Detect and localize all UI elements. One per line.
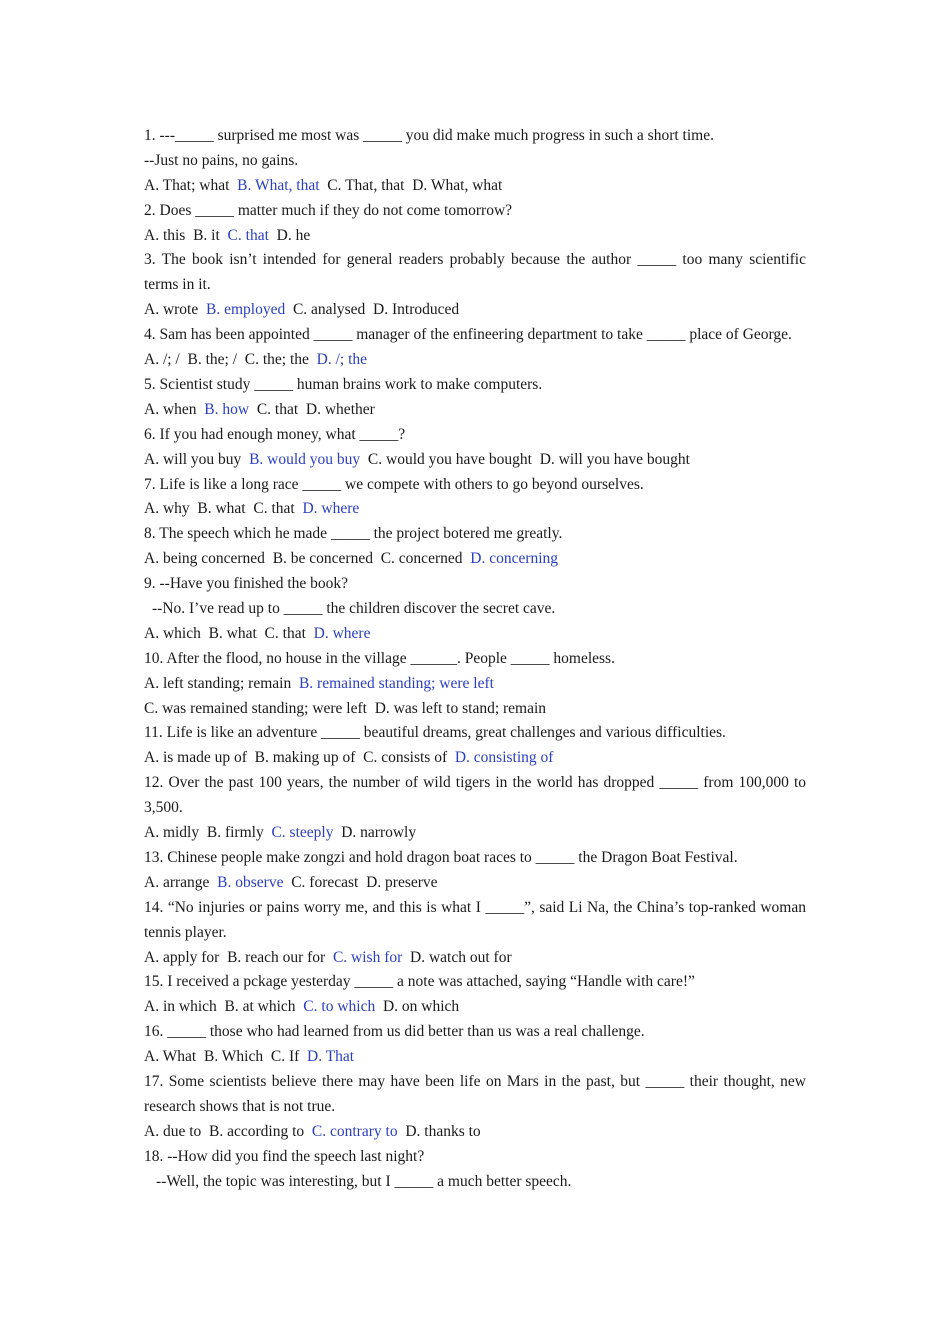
answer-option: C. to which <box>303 998 376 1016</box>
answer-option: B. What, that <box>237 176 320 194</box>
question-text: 9. --Have you finished the book? <box>144 575 349 593</box>
options-line <box>144 348 806 373</box>
option: A. when <box>144 400 197 418</box>
question-text: 2. Does _____ matter much if they do not come tomorrow? <box>144 201 513 219</box>
option: B. what <box>197 500 246 518</box>
option: C. was remained standing; were left <box>144 699 367 717</box>
option: B. firmly <box>206 824 264 842</box>
option: B. what <box>208 624 257 642</box>
answer-option: D. where <box>313 624 371 642</box>
option: A. wrote <box>144 301 199 319</box>
option: A. will you buy <box>144 450 242 468</box>
options-line <box>144 821 806 846</box>
question-text: 10. After the flood, no house in the village ______. People _____ homeless. <box>144 649 615 667</box>
question-text: 1. ---_____ surprised me most was _____ you did make much progress in such a short time. <box>144 127 714 144</box>
option: C. would you have bought <box>367 450 532 468</box>
option: A. That; what <box>144 176 230 194</box>
option: A. left standing; remain <box>144 674 292 692</box>
option: C. concerned <box>380 550 463 568</box>
question-text: 14. “No injuries or pains worry me, and this is what I _____”, said Li Na, the China’s top-ranked woman tennis player. <box>144 898 806 941</box>
option: B. it <box>193 226 220 244</box>
question-text: 15. I received a pckage yesterday _____ a note was attached, saying “Handle with care!” <box>144 973 695 991</box>
option: D. he <box>276 226 311 244</box>
options-line <box>144 497 806 522</box>
question-text: --Well, the topic was interesting, but I _____ a much better speech. <box>156 1172 572 1190</box>
question-text: 16. _____ those who had learned from us did better than us was a real challenge. <box>144 1023 645 1041</box>
options-line <box>144 224 806 249</box>
option: D. Introduced <box>373 301 460 319</box>
question-text: 13. Chinese people make zongzi and hold dragon boat races to _____ the Dragon Boat Festival. <box>144 848 738 866</box>
question-text: 6. If you had enough money, what _____? <box>144 425 406 443</box>
option: C. consists of <box>363 749 448 767</box>
options-line <box>144 174 806 199</box>
option: A. is made up of <box>144 749 247 767</box>
question-text: 7. Life is like a long race _____ we compete with others to go beyond ourselves. <box>144 475 644 493</box>
option: C. If <box>270 1048 300 1066</box>
options-line <box>144 298 806 323</box>
option: A. apply for <box>144 948 220 966</box>
options-line <box>144 871 806 896</box>
answer-option: B. observe <box>217 873 284 891</box>
option: D. will you have bought <box>539 450 690 468</box>
options-line <box>144 1120 806 1145</box>
option: B. the; / <box>187 351 238 369</box>
options-line <box>144 398 806 423</box>
question-text: 12. Over the past 100 years, the number of wild tigers in the world has dropped _____ from 100,000 to 3,500. <box>144 774 806 817</box>
options-line <box>144 995 806 1020</box>
question-text: 5. Scientist study _____ human brains work to make computers. <box>144 375 543 393</box>
options-line <box>144 672 806 697</box>
options-line <box>144 1045 806 1070</box>
answer-option: B. would you buy <box>249 450 361 468</box>
option: C. forecast <box>291 873 359 891</box>
options-line <box>144 622 806 647</box>
answer-option: C. wish for <box>332 948 403 966</box>
option: A. this <box>144 226 186 244</box>
answer-option: C. contrary to <box>311 1122 398 1140</box>
option: A. which <box>144 624 201 642</box>
options-line <box>144 448 806 473</box>
option: B. reach our for <box>227 948 326 966</box>
option: C. that <box>256 400 299 418</box>
option: D. narrowly <box>341 824 417 842</box>
option: C. that <box>253 500 295 518</box>
option: A. arrange <box>144 873 210 891</box>
option: A. being concerned <box>144 550 265 568</box>
answer-option: D. concerning <box>470 550 559 568</box>
answer-option: C. steeply <box>271 824 334 842</box>
option: A. why <box>144 500 190 518</box>
question-text: 3. The book isn’t intended for general readers probably because the author _____ too many scientific terms in it. <box>144 251 806 294</box>
question-text: 17. Some scientists believe there may have been life on Mars in the past, but _____ their thought, new research shows that is not true. <box>144 1072 806 1115</box>
answer-option: D. consisting of <box>454 749 554 767</box>
option: A. in which <box>144 998 217 1016</box>
option: D. What, what <box>412 176 503 194</box>
question-text: 8. The speech which he made _____ the project botered me greatly. <box>144 525 563 543</box>
option: A. due to <box>144 1122 202 1140</box>
option: D. whether <box>305 400 375 418</box>
question-text: 11. Life is like an adventure _____ beautiful dreams, great challenges and various difficulties. <box>144 724 726 742</box>
question-text: 4. Sam has been appointed _____ manager of the enfineering department to take _____ place of George. <box>144 326 792 344</box>
option: C. that <box>264 624 306 642</box>
answer-option: B. employed <box>206 301 286 319</box>
option: D. watch out for <box>410 948 512 966</box>
options-line <box>144 746 806 771</box>
option: C. the; the <box>244 351 309 369</box>
option: B. at which <box>224 998 296 1016</box>
option: B. Which <box>203 1048 264 1066</box>
options-line <box>144 946 806 971</box>
option: A. /; / <box>144 351 180 369</box>
question-text: --No. I’ve read up to _____ the children discover the secret cave. <box>152 599 556 617</box>
question-text: --Just no pains, no gains. <box>144 151 299 169</box>
quiz-document <box>144 124 806 1194</box>
answer-option: D. /; the <box>316 351 368 369</box>
option: D. preserve <box>366 873 438 891</box>
option: D. on which <box>382 998 460 1016</box>
option: B. according to <box>209 1122 305 1140</box>
option: C. analysed <box>292 301 366 319</box>
option: B. making up of <box>254 749 356 767</box>
option: C. That, that <box>327 176 405 194</box>
option: A. midly <box>144 824 200 842</box>
options-line <box>144 547 806 572</box>
answer-option: B. how <box>204 400 250 418</box>
option: D. was left to stand; remain <box>374 699 547 717</box>
question-text: 18. --How did you find the speech last night? <box>144 1147 425 1165</box>
answer-option: B. remained standing; were left <box>298 674 494 692</box>
option: D. thanks to <box>405 1122 481 1140</box>
options-line <box>144 697 806 722</box>
answer-option: D. That <box>307 1048 355 1066</box>
answer-option: C. that <box>227 226 269 244</box>
answer-option: D. where <box>302 500 360 518</box>
option: A. What <box>144 1048 197 1066</box>
option: B. be concerned <box>272 550 373 568</box>
